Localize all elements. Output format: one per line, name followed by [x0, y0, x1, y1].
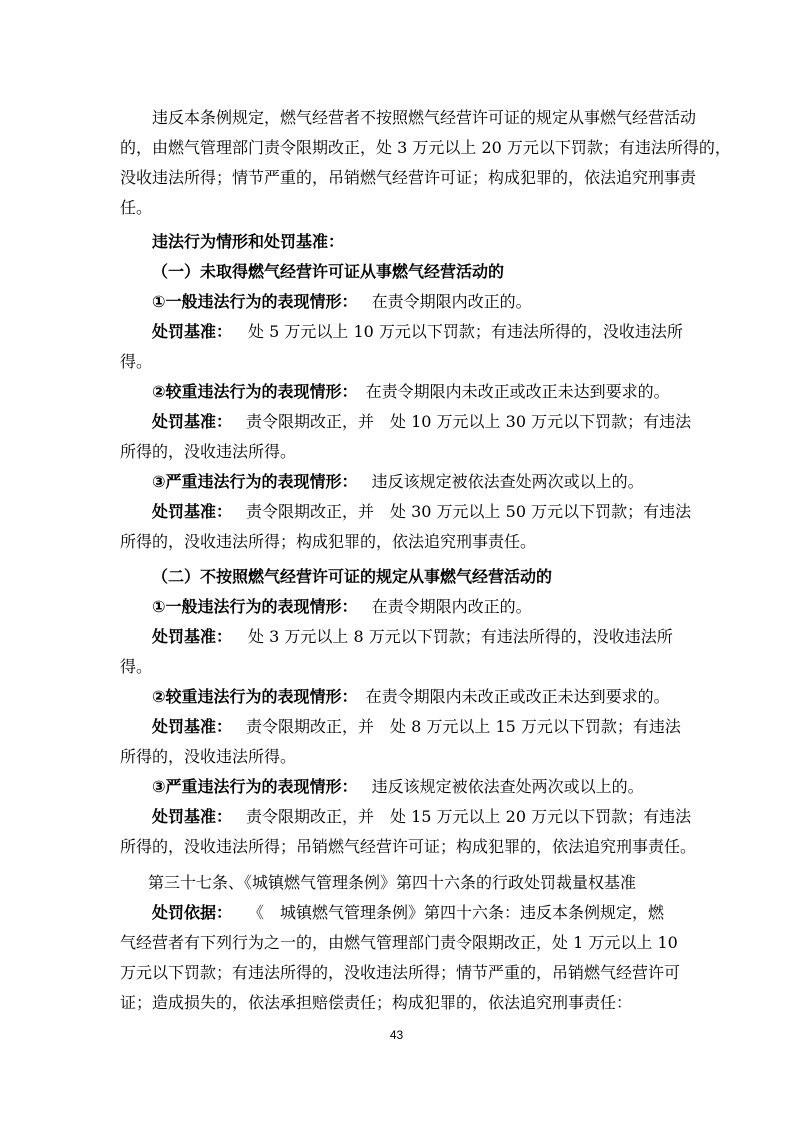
heading-text: 违法行为情形和处罚基准：	[152, 232, 345, 251]
penalty-line	[120, 497, 692, 527]
case-text: 违反该规定被依法查处两次或以上的。	[371, 472, 644, 491]
basis-line	[120, 898, 680, 928]
intro-paragraph	[120, 103, 731, 223]
section-title: （二）不按照燃气经营许可证的规定从事燃气经营活动的	[152, 567, 553, 586]
basis-label: 处罚依据：	[152, 903, 233, 922]
penalty-cont: 所得的，没收违法所得；构成犯罪的，依法追究刑事责任。	[120, 532, 537, 551]
penalty-label: 处罚基准：	[152, 807, 233, 826]
text-line: 任。	[120, 198, 153, 217]
penalty-cont: 所得的，没收违法所得。	[120, 747, 297, 766]
serious-case	[120, 377, 680, 407]
basis-cont: 证；造成损失的，依法承担赔偿责任；构成犯罪的，依法追究刑事责任：	[120, 993, 633, 1012]
penalty-label: 处罚基准：	[152, 412, 233, 431]
penalty-label: 处罚基准：	[152, 322, 233, 341]
article-37	[120, 868, 680, 1018]
basis-cont: 气经营者有下列行为之一的，由燃气管理部门责令限期改正，处 1 万元以上 10	[120, 933, 678, 952]
section-1	[120, 257, 692, 557]
case-text: 在责令期限内未改正或改正未达到要求的。	[365, 382, 670, 401]
text-line: 的，由燃气管理部门责令限期改正，处 3 万元以上 20 万元以下罚款；有违法所得的，	[120, 138, 731, 157]
penalty-label: 处罚基准：	[152, 502, 233, 521]
case-label: ①一般违法行为的表现情形：	[152, 292, 358, 311]
penalty-text: 责令限期改正，并 处 8 万元以上 15 万元以下罚款；有违法	[246, 717, 681, 736]
basis-cont: 万元以下罚款；有违法所得的，没收违法所得；情节严重的，吊销燃气经营许可	[120, 963, 681, 982]
case-label: ③严重违法行为的表现情形：	[152, 472, 358, 491]
penalty-line	[120, 622, 680, 652]
penalty-line	[120, 317, 683, 347]
penalty-cont: 得。	[120, 352, 153, 371]
case-label: ①一般违法行为的表现情形：	[152, 597, 358, 616]
basis-text: 《 城镇燃气管理条例》第四十六条：违反本条例规定，燃	[248, 903, 665, 922]
penalty-label: 处罚基准：	[152, 627, 233, 646]
case-label: ②较重违法行为的表现情形：	[152, 687, 358, 706]
penalty-text: 处 5 万元以上 10 万元以下罚款；有违法所得的，没收违法所	[248, 322, 683, 341]
penalty-text: 责令限期改正，并 处 15 万元以上 20 万元以下罚款；有违法	[246, 807, 692, 826]
text-line: 没收违法所得；情节严重的，吊销燃气经营许可证；构成犯罪的，依法追究刑事责	[120, 168, 697, 187]
penalty-text: 责令限期改正，并 处 30 万元以上 50 万元以下罚款；有违法	[246, 502, 692, 521]
penalty-line	[120, 407, 692, 437]
section-2	[120, 562, 697, 862]
penalty-label: 处罚基准：	[152, 717, 233, 736]
case-text: 违反该规定被依法查处两次或以上的。	[371, 777, 644, 796]
case-text: 在责令期限内改正的。	[371, 597, 532, 616]
article-title: 第三十七条、《城镇燃气管理条例》第四十六条的行政处罚裁量权基准	[148, 873, 637, 892]
section-title: （一）未取得燃气经营许可证从事燃气经营活动的	[152, 262, 505, 281]
serious-case	[120, 682, 680, 712]
general-case	[120, 592, 680, 622]
penalty-cont: 所得的，没收违法所得；吊销燃气经营许可证；构成犯罪的，依法追究刑事责任。	[120, 837, 697, 856]
case-label: ②较重违法行为的表现情形：	[152, 382, 358, 401]
penalty-text: 处 3 万元以上 8 万元以下罚款；有违法所得的，没收违法所	[248, 627, 673, 646]
grave-case	[120, 772, 680, 802]
penalty-text: 责令限期改正，并 处 10 万元以上 30 万元以下罚款；有违法	[246, 412, 692, 431]
case-label: ③严重违法行为的表现情形：	[152, 777, 358, 796]
basis-heading	[120, 227, 680, 257]
page-number: 43	[389, 1028, 404, 1042]
text-line: 违反本条例规定，燃气经营者不按照燃气经营许可证的规定从事燃气经营活动	[152, 108, 697, 127]
general-case	[120, 287, 680, 317]
penalty-cont: 所得的，没收违法所得。	[120, 442, 297, 461]
case-text: 在责令期限内未改正或改正未达到要求的。	[365, 687, 670, 706]
case-text: 在责令期限内改正的。	[371, 292, 532, 311]
penalty-cont: 得。	[120, 657, 153, 676]
grave-case	[120, 467, 680, 497]
penalty-line	[120, 712, 680, 742]
penalty-line	[120, 802, 692, 832]
